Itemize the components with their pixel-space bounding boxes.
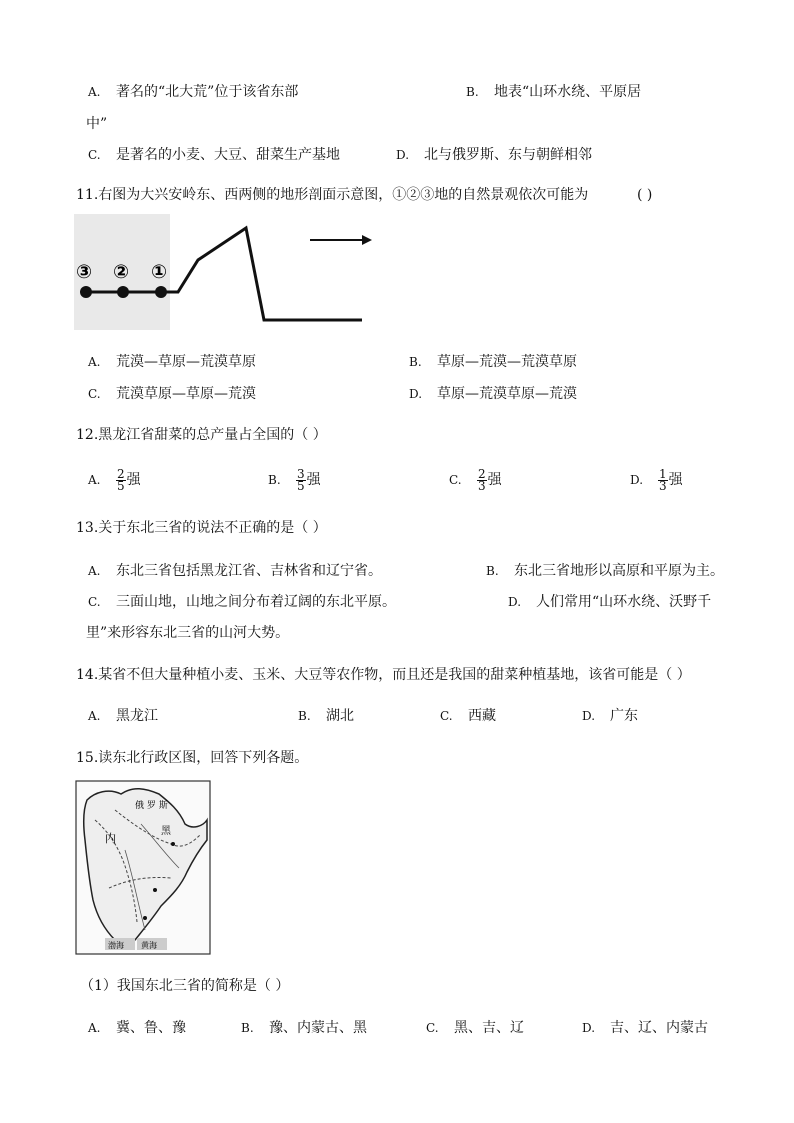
- option-text: 荒漠草原—草原—荒漠: [116, 386, 256, 402]
- option-letter: C.: [88, 595, 101, 609]
- q13-option-b[interactable]: [486, 562, 724, 580]
- option-text: 广东: [610, 708, 638, 724]
- denominator: 3: [659, 478, 667, 493]
- option-letter: A.: [88, 564, 101, 578]
- option-text: 吉、辽、内蒙古: [610, 1020, 708, 1036]
- q15-sub1-stem: （1）我国东北三省的简称是（ ）: [80, 978, 290, 994]
- q14-option-c[interactable]: [440, 707, 496, 725]
- option-text: 草原—荒漠草原—荒漠: [437, 386, 577, 402]
- q10-option-c[interactable]: [88, 146, 340, 164]
- q10-option-a[interactable]: [88, 83, 298, 101]
- option-text: 北与俄罗斯、东与朝鲜相邻: [424, 147, 592, 163]
- q10-option-d[interactable]: [396, 146, 592, 164]
- option-letter: C.: [88, 387, 101, 401]
- city-dot: [171, 842, 175, 846]
- q11-option-b[interactable]: [409, 353, 577, 371]
- q15-sub1-option-a[interactable]: [88, 1019, 186, 1037]
- option-suffix: 强: [668, 472, 683, 488]
- option-suffix: 强: [126, 472, 141, 488]
- numerator: 1: [659, 466, 667, 481]
- option-letter: D.: [630, 473, 644, 487]
- option-letter: D.: [508, 595, 522, 609]
- numerator: 2: [117, 466, 125, 481]
- q13-option-c[interactable]: [88, 593, 396, 611]
- q15-sub1-option-d[interactable]: [582, 1019, 708, 1037]
- point-label-3: ③: [76, 261, 93, 283]
- q12-option-c[interactable]: [449, 467, 502, 493]
- map-label-bohai: 渤海: [108, 941, 124, 950]
- option-letter: A.: [88, 85, 101, 99]
- option-text: 冀、鲁、豫: [116, 1020, 186, 1036]
- denominator: 5: [117, 478, 125, 493]
- denominator: 3: [478, 478, 486, 493]
- q14-option-d[interactable]: [582, 707, 638, 725]
- q14-stem: 14.某省不但大量种植小麦、玉米、大豆等农作物，而且还是我国的甜菜种植基地，该省可能是（ ）: [76, 667, 691, 683]
- option-letter: B.: [298, 709, 311, 723]
- q11-stem: 11.右图为大兴安岭东、西两侧的地形剖面示意图，①②③地的自然景观依次可能为: [76, 187, 589, 203]
- option-text: 人们常用“山环水绕、沃野千: [536, 594, 712, 610]
- option-letter: D.: [396, 148, 410, 162]
- q12-option-a[interactable]: [88, 467, 141, 493]
- option-text: 东北三省地形以高原和平原为主。: [514, 563, 724, 579]
- fraction: [477, 466, 487, 493]
- option-letter: B.: [486, 564, 499, 578]
- option-letter: A.: [88, 355, 101, 369]
- city-dot: [143, 916, 147, 920]
- option-text: 湖北: [326, 708, 354, 724]
- q12-option-b[interactable]: [268, 467, 321, 493]
- option-letter: B.: [466, 85, 479, 99]
- map-label-inner-mongolia: 内: [105, 832, 116, 845]
- q10-option-b-wrap: 中”: [86, 116, 108, 132]
- map-label-russia: 俄 罗 斯: [135, 801, 168, 811]
- numerator: 3: [297, 466, 305, 481]
- option-letter: A.: [88, 473, 101, 487]
- option-text: 黑龙江: [116, 708, 158, 724]
- q15-stem: 15.读东北行政区图，回答下列各题。: [76, 750, 309, 766]
- option-letter: D.: [582, 709, 596, 723]
- fraction: [658, 466, 668, 493]
- northeast-region-map: [75, 780, 211, 956]
- arrow-head-icon: [362, 235, 372, 245]
- option-letter: A.: [88, 1021, 101, 1035]
- q13-option-d-wrap: 里”来形容东北三省的山河大势。: [86, 625, 290, 641]
- option-letter: C.: [440, 709, 453, 723]
- option-letter: B.: [409, 355, 422, 369]
- city-dot: [153, 888, 157, 892]
- map-label-heilongjiang: 黑: [161, 826, 171, 837]
- option-letter: D.: [582, 1021, 596, 1035]
- point-2: [117, 286, 129, 298]
- q11-option-a[interactable]: [88, 353, 256, 371]
- q13-option-d[interactable]: [508, 593, 711, 611]
- option-text: 三面山地，山地之间分布着辽阔的东北平原。: [116, 594, 396, 610]
- option-text: 东北三省包括黑龙江省、吉林省和辽宁省。: [116, 563, 382, 579]
- option-text: 豫、内蒙古、黑: [269, 1020, 367, 1036]
- q11-answer-bracket[interactable]: ( ): [637, 187, 653, 203]
- option-letter: C.: [426, 1021, 439, 1035]
- q11-option-d[interactable]: [409, 385, 577, 403]
- q15-sub1-option-c[interactable]: [426, 1019, 524, 1037]
- terrain-profile-diagram: [74, 214, 378, 332]
- point-3: [80, 286, 92, 298]
- q12-option-d[interactable]: [630, 467, 683, 493]
- point-1: [155, 286, 167, 298]
- q12-stem: 12.黑龙江省甜菜的总产量占全国的（ ）: [76, 427, 327, 443]
- option-letter: C.: [449, 473, 462, 487]
- numerator: 2: [478, 466, 486, 481]
- q11-option-c[interactable]: [88, 385, 256, 403]
- option-suffix: 强: [306, 472, 321, 488]
- option-letter: D.: [409, 387, 423, 401]
- q15-sub1-option-b[interactable]: [241, 1019, 367, 1037]
- map-label-yellow-sea: 黄海: [141, 941, 157, 950]
- option-letter: C.: [88, 148, 101, 162]
- q14-option-a[interactable]: [88, 707, 158, 725]
- q14-option-b[interactable]: [298, 707, 354, 725]
- option-suffix: 强: [487, 472, 502, 488]
- option-text: 草原—荒漠—荒漠草原: [437, 354, 577, 370]
- option-text: 是著名的小麦、大豆、甜菜生产基地: [116, 147, 340, 163]
- option-letter: A.: [88, 709, 101, 723]
- option-text: 黑、吉、辽: [454, 1020, 524, 1036]
- point-label-2: ②: [113, 261, 130, 283]
- point-label-1: ①: [151, 261, 168, 283]
- option-letter: B.: [268, 473, 281, 487]
- option-text: 荒漠—草原—荒漠草原: [116, 354, 256, 370]
- denominator: 5: [297, 478, 305, 493]
- option-text: 地表“山环水绕、平原居: [494, 84, 642, 100]
- option-letter: B.: [241, 1021, 254, 1035]
- q13-stem: 13.关于东北三省的说法不正确的是（ ）: [76, 520, 327, 536]
- q13-option-a[interactable]: [88, 562, 382, 580]
- option-text: 著名的“北大荒”位于该省东部: [116, 84, 299, 100]
- q10-option-b[interactable]: [466, 83, 641, 101]
- fraction: [116, 466, 126, 493]
- fraction: [296, 466, 306, 493]
- option-text: 西藏: [468, 708, 496, 724]
